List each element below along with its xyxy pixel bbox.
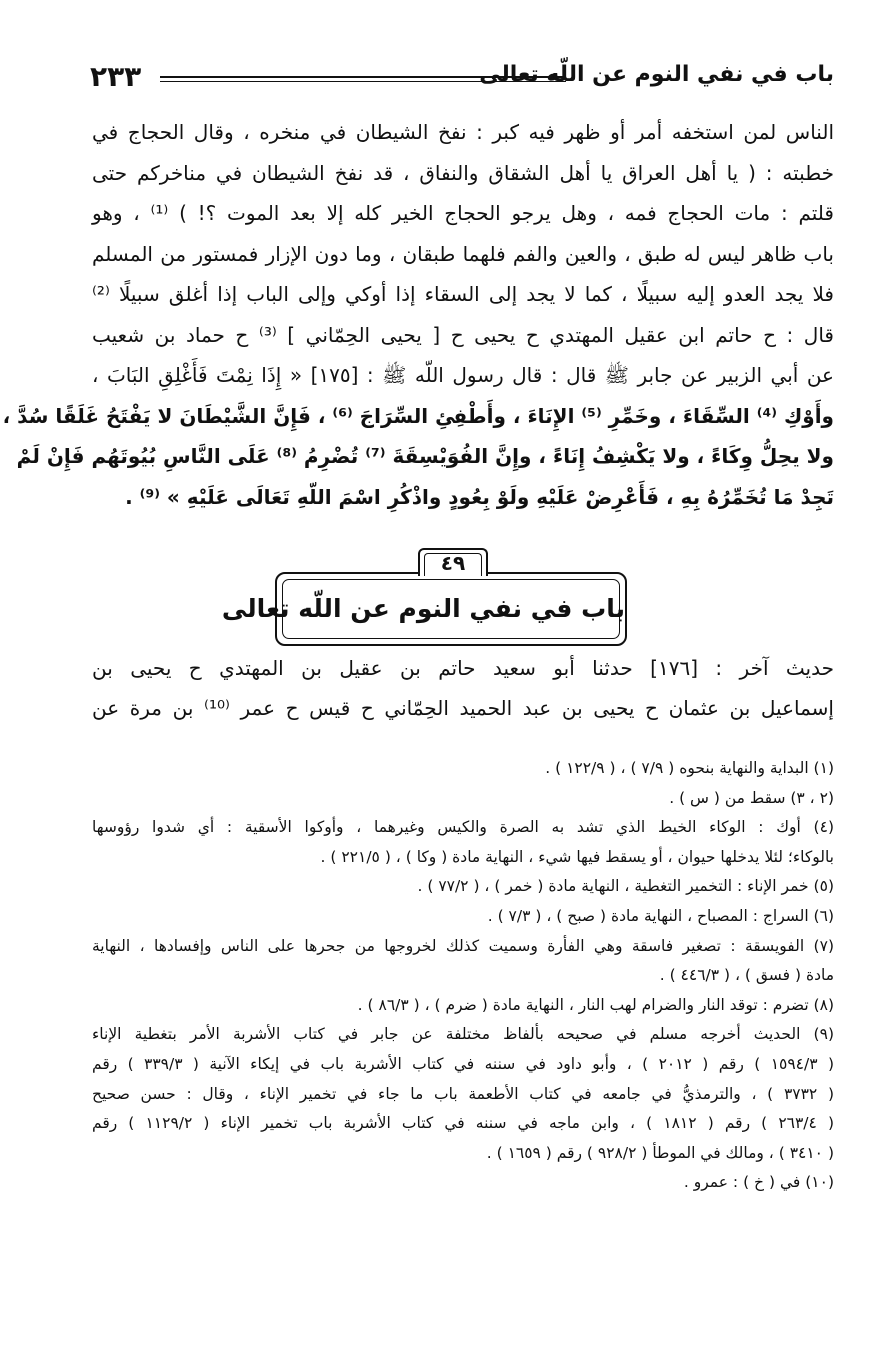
footnote bbox=[92, 902, 834, 932]
running-header bbox=[90, 58, 834, 98]
continuation-line: إسماعيل بن عثمان ح يحيى بن عبد الحميد الحِمّاني ح قيس ح عمر ⁽¹⁰⁾ بن مرة عن bbox=[92, 696, 834, 720]
footnote bbox=[92, 813, 834, 872]
footnote-line: (١٠) في ( خ ) : عمرو . bbox=[683, 1173, 834, 1192]
footnote-line: بالوكاء؛ لئلا يدخلها حيوان ، أو يسقط فيها شيء ، النهاية مادة ( وكا ) ، ( ٢٢١/٥ ) . bbox=[320, 847, 834, 866]
main-line: قلتم : مات الحجاج فمه ، وهل يرجو الحجاج الخير كله إلا بعد الموت ؟! ) ⁽¹⁾ ، وهو bbox=[92, 201, 834, 225]
main-line: باب ظاهر ليس له طبق ، والعين والفم فلهما طبقان ، وما دون الإزار فمستور من المسلم bbox=[92, 241, 834, 266]
footnote-line: ( ١٥٩٤/٣ ) رقم ( ٢٠١٢ ) ، وأبو داود في سننه في كتاب الأشربة باب في إيكاء الآنية ( ٣٣٩/٣ ) رقم bbox=[92, 1054, 834, 1073]
footnote bbox=[92, 784, 834, 814]
hadith-line: وأَوْكِ ⁽⁴⁾ السِّقَاءَ ، وخَمِّرِ ⁽⁵⁾ الإِنَاءَ ، وأَطْفِئِ السِّرَاجَ ⁽⁶⁾ ، فَإِنَّ الشَّيْطَانَ لا يَفْتَحُ غَلَقًا سُدَّ ، bbox=[2, 403, 834, 428]
footnote-line: ( ٢٦٣/٤ ) رقم ( ١٨١٢ ) ، وابن ماجه في سننه في كتاب الأشربة باب تخمير الإناء ( ١١٢٩/٢ ) رقم bbox=[92, 1114, 834, 1133]
footnote-line: (٧) الفويسقة : تصغير فاسقة وهي الفأرة وسميت كذلك لخروجها من جحرها على الناس وإفسادها ، النهاية bbox=[92, 936, 834, 955]
footnote bbox=[92, 754, 834, 784]
main-paragraph bbox=[2, 112, 834, 517]
footnote bbox=[92, 991, 834, 1021]
footnote-line: (١) البداية والنهاية بنحوه ( ٧/٩ ) ، ( ١٢٢/٩ ) . bbox=[545, 759, 834, 777]
continuation-paragraph bbox=[92, 648, 834, 728]
main-line: الناس لمن استخفه أمر أو ظهر فيه كبر : نفخ الشيطان في منخره ، وقال الحجاج في bbox=[92, 120, 834, 144]
main-line: فلا يجد العدو إليه سبيلًا ، كما لا يجد إلى السقاء إذا أوكي وإلى الباب إذا أغلق سبيلًا ⁽²⁾ bbox=[92, 282, 834, 306]
hadith-line: تَجِدْ مَا تُخَمِّرُهُ بِهِ ، فَأَعْرِضْ عَلَيْهِ ولَوْ بِعُودٍ واذْكُرِ اسْمَ اللّهِ تَعَالَى عَلَيْهِ » ⁽⁹⁾ . bbox=[125, 484, 834, 509]
chapter-number: ٤٩ bbox=[440, 551, 466, 575]
footnote-line: (٨) تضرم : توقد النار والضرام لهب النار ، النهاية مادة ( ضرم ) ، ( ٨٦/٣ ) . bbox=[357, 995, 834, 1014]
chapter-heading-box bbox=[221, 548, 627, 646]
footnote-line: (٥) خمر الإناء : التخمير التغطية ، النهاية مادة ( خمر ) ، ( ٧٧/٢ ) . bbox=[417, 877, 834, 896]
footnote-line: (٦) السراج : المصباح ، النهاية مادة ( صبح ) ، ( ٧/٣ ) . bbox=[487, 906, 834, 925]
footnotes bbox=[92, 754, 834, 1198]
page-number: ٢٣٣ bbox=[90, 60, 142, 93]
running-header-title: باب في نفي النوم عن اللّه تعالى bbox=[479, 62, 834, 87]
continuation-line: حديث آخر : [١٧٦] حدثنا أبو سعيد حاتم بن عقيل بن المهتدي ح يحيى بن bbox=[92, 656, 834, 680]
footnote-line: (٢ ، ٣) سقط من ( س ) . bbox=[669, 788, 834, 807]
footnote-line: (٩) الحديث أخرجه مسلم في صحيحه بألفاظ مختلفة عن جابر في كتاب الأشربة الأمر بتغطية الإناء bbox=[92, 1025, 834, 1044]
footnote-line: ( ٣٧٣٢ ) ، والترمذيُّ في جامعه في كتاب الأطعمة باب ما جاء في تخمير الإناء ، وقال : حسن صحيح bbox=[92, 1084, 834, 1103]
main-line: خطبته : ( يا أهل العراق يا أهل الشقاق والنفاق ، قد نفخ الشيطان في مناخركم حتى bbox=[92, 160, 834, 185]
footnote bbox=[92, 872, 834, 902]
chapter-title: باب في نفي النوم عن اللّه تعالى bbox=[221, 594, 625, 623]
footnote-line: مادة ( فسق ) ، ( ٤٤٦/٣ ) . bbox=[659, 966, 834, 985]
chapter-title-frame bbox=[221, 572, 627, 646]
footnote bbox=[92, 1020, 834, 1168]
footnote bbox=[92, 1168, 834, 1198]
footnote-line: (٤) أوك : الوكاء الخيط الذي تشد به الصرة والكيس وغيرهما ، وأوكوا الأسقية : أي شدوا رؤوسها bbox=[92, 818, 834, 837]
footnote-line: ( ٣٤١٠ ) ، ومالك في الموطأ ( ٩٢٨/٢ ) رقم ( ١٦٥٩ ) . bbox=[486, 1143, 834, 1162]
main-line: عن أبي الزبير عن جابر ﷺ قال : قال رسول اللّه ﷺ : [١٧٥] « إِذَا نِمْتَ فَأَغْلِقِ البَابَ ، bbox=[92, 363, 834, 387]
hadith-line: ولا يحِلُّ وِكَاءً ، ولا يَكْشِفُ إِنَاءً ، وإِنَّ الفُوَيْسِقَةَ ⁽⁷⁾ تُضْرِمُ ⁽⁸⁾ عَلَى النَّاسِ بُيُوتَهُم فَإِنْ لَمْ bbox=[16, 444, 834, 468]
chapter-number-tab bbox=[418, 548, 488, 576]
main-line: قال : ح حاتم ابن عقيل المهتدي ح يحيى ح [ يحيى الحِمّاني ] ⁽³⁾ ح حماد بن شعيب bbox=[92, 322, 834, 347]
footnote bbox=[92, 932, 834, 991]
